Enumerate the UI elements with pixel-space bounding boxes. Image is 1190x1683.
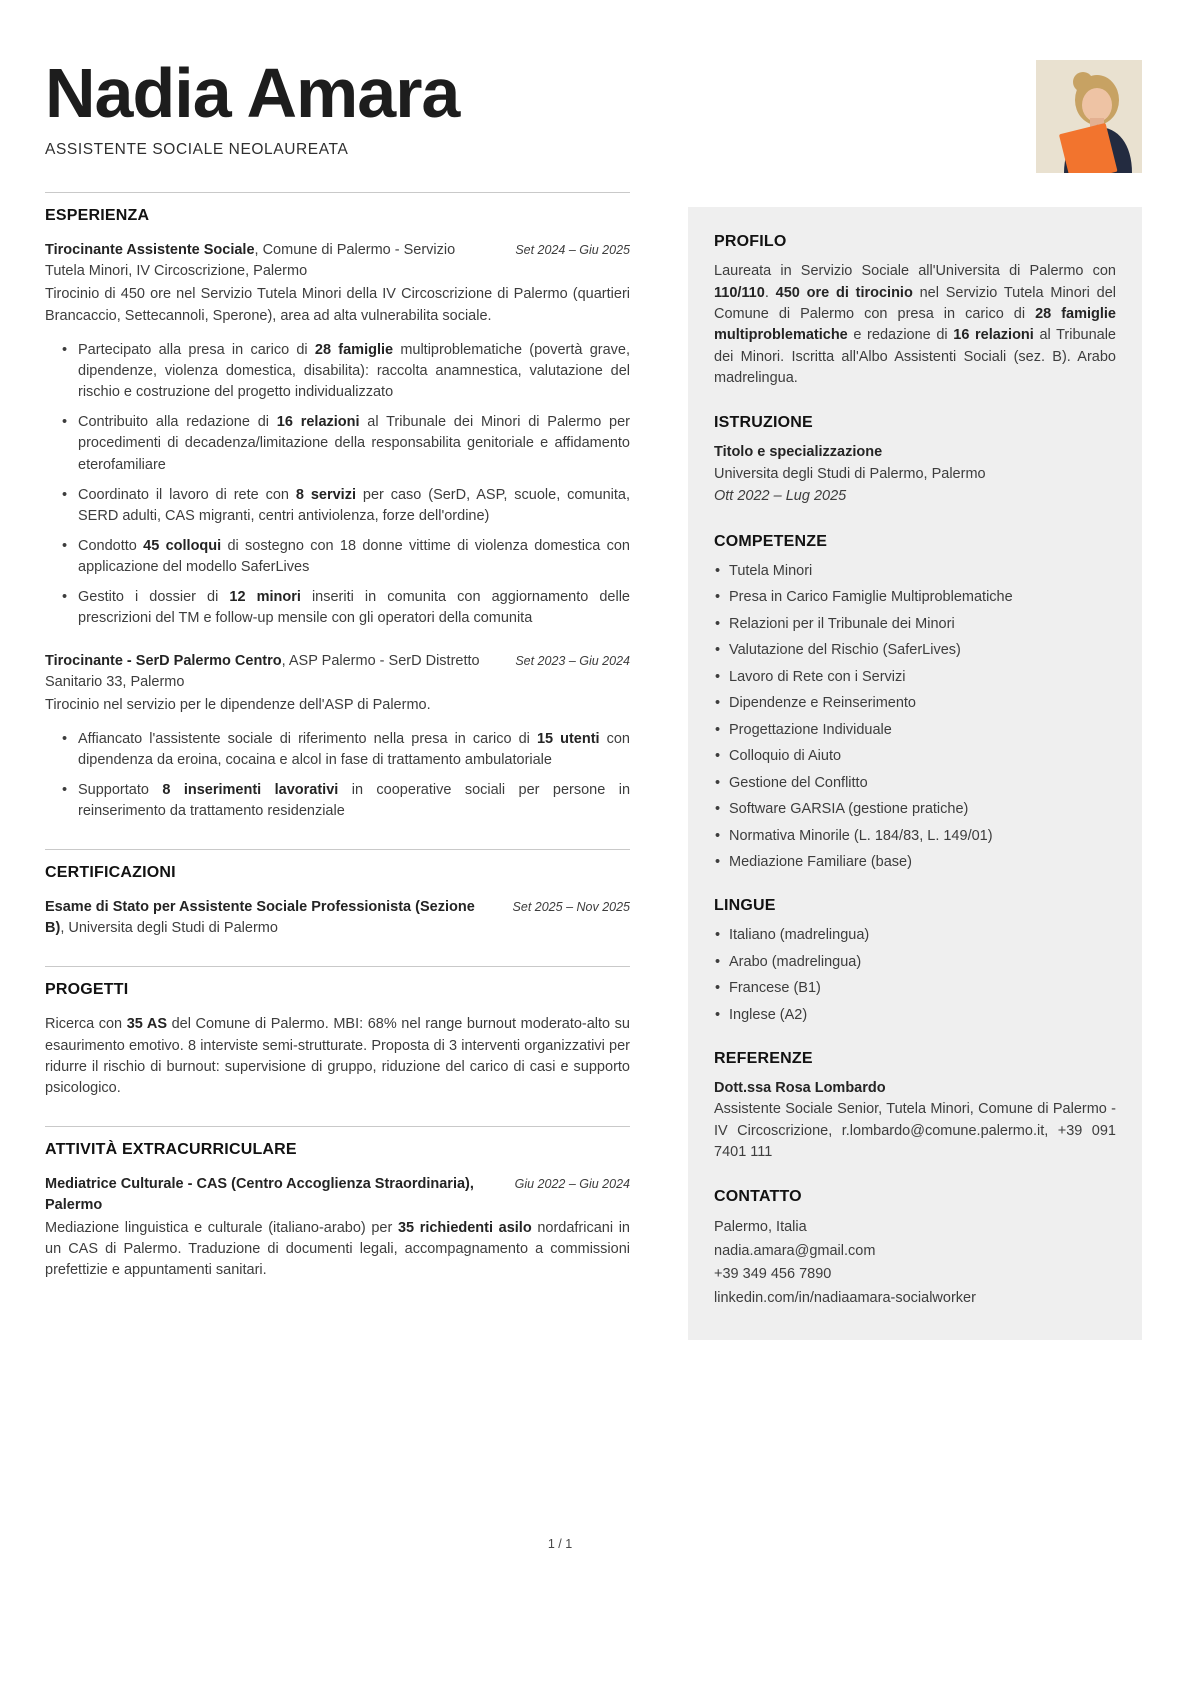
experience-bullet: • Partecipato alla presa in carico di 28 famiglie multiproblematiche (povertà grave, dipendenze, violenza domestica, disabilita): raccolta anamnestica, valutazione del rischio e costruzione del progetto individualizzato [62, 340, 630, 403]
content-columns [0, 192, 1190, 1340]
sidebar-section-competenze [714, 533, 1116, 873]
experience-bullet: • Coordinato il lavoro di rete con 8 servizi per caso (SerD, ASP, scuole, comunita, SERD adulti, CAS migranti, centri antiviolenza, forze dell'ordine) [62, 485, 630, 527]
certification-date: Set 2025 – Nov 2025 [512, 900, 630, 915]
experience-entry [45, 651, 630, 823]
person-job-title: ASSISTENTE SOCIALE NEOLAUREATA [45, 141, 349, 159]
skills-list [714, 561, 1116, 873]
entry-bullets [45, 729, 630, 823]
entry-summary: Tirocinio di 450 ore nel Servizio Tutela Minori della IV Circoscrizione di Palermo (quartieri Brancaccio, Settecannoli, Sperone), area ad alta vulnerabilita sociale. [45, 286, 630, 324]
extracurricular-entry-head [45, 1174, 630, 1216]
contact-line: nadia.amara@gmail.com [714, 1242, 876, 1259]
person-name: Nadia Amara [45, 54, 460, 132]
skill-item: • Dipendenze e Reinserimento [714, 693, 1116, 713]
contact-line: linkedin.com/in/nadiaamara-socialworker [714, 1289, 976, 1306]
skill-item: • Lavoro di Rete con i Servizi [714, 667, 1116, 687]
education-degree: Titolo e specializzazione [714, 444, 883, 461]
projects-description: Ricerca con 35 AS del Comune di Palermo. MBI: 68% nel range burnout moderato-alto su esaurimento emotivo. 8 interviste semi-strutturate. Proposta di 3 interventi organizzativi per ridurre il rischio di burnout: supervisione di gruppo, riduzione del carico di casi e supporto psicologico. [45, 1016, 631, 1096]
sidebar-section-contatto [714, 1188, 1116, 1310]
section-divider [45, 966, 630, 967]
experience-bullet: • Affiancato l'assistente sociale di riferimento nella presa in carico di 15 utenti con dipendenza da eroina, cocaina e alcol in fase di trattamento ambulatoriale [62, 729, 630, 771]
sidebar-heading-referenze: REFERENZE [714, 1049, 813, 1067]
skill-item: • Valutazione del Rischio (SaferLives) [714, 640, 1116, 660]
sidebar-section-lingue [714, 897, 1116, 1025]
languages-list [714, 925, 1116, 1025]
contact-line: +39 349 456 7890 [714, 1266, 832, 1283]
education-date: Ott 2022 – Lug 2025 [714, 487, 847, 504]
entry-head [45, 651, 630, 693]
section-heading-certificazioni: CERTIFICAZIONI [45, 864, 176, 882]
extracurricular-title: Mediatrice Culturale - CAS (Centro Accoglienza Straordinaria), Palermo [45, 1176, 474, 1214]
entry-title: Tirocinante Assistente Sociale, Comune di Palermo - Servizio Tutela Minori, IV Circoscrizione, Palermo [45, 242, 456, 280]
skill-item: • Colloquio di Aiuto [714, 746, 1116, 766]
skill-item: • Mediazione Familiare (base) [714, 852, 1116, 872]
language-item: • Italiano (madrelingua) [714, 925, 1116, 945]
entry-summary: Tirocinio nel servizio per le dipendenze dell'ASP di Palermo. [45, 696, 431, 713]
contact-line: Palermo, Italia [714, 1219, 807, 1236]
skill-item: • Progettazione Individuale [714, 720, 1116, 740]
contact-list [714, 1216, 1116, 1310]
profile-summary: Laureata in Servizio Sociale all'Universita di Palermo con 110/110. 450 ore di tirocinio nel Servizio Tutela Minori del Comune di Palermo con presa in carico di 28 famiglie multiproblematiche e redazione di 16 relazioni al Tribunale dei Minori. Iscritta all'Albo Assistenti Sociali (sez. B). Arabo madrelingua. [714, 263, 1116, 386]
experience-entries [45, 240, 630, 822]
skill-item: • Tutela Minori [714, 561, 1116, 581]
section-heading-progetti: PROGETTI [45, 981, 129, 999]
skill-item: • Presa in Carico Famiglie Multiproblematiche [714, 587, 1116, 607]
main-column [45, 192, 630, 1308]
sidebar-heading-profilo: PROFILO [714, 233, 787, 251]
experience-bullet: • Gestito i dossier di 12 minori inseriti in comunita con aggiornamento delle prescrizioni del TM e follow-up mensile con gli operatori della comunita [62, 587, 630, 629]
section-divider [45, 192, 630, 193]
sidebar-section-istruzione [714, 414, 1116, 507]
experience-bullet: • Condotto 45 colloqui di sostegno con 18 donne vittime di violenza domestica con applicazione del modello SaferLives [62, 536, 630, 578]
sidebar-section-profilo [714, 233, 1116, 389]
section-certificazioni [45, 849, 630, 939]
certification-entry [45, 897, 630, 939]
entry-head [45, 240, 630, 282]
extracurricular-description: Mediazione linguistica e culturale (italiano-arabo) per 35 richiedenti asilo nordafricani in un CAS di Palermo. Traduzione di documenti legali, accompagnamento a commissioni prefettizie e appuntamenti sanitari. [45, 1220, 630, 1279]
education-school: Universita degli Studi di Palermo, Palermo [714, 466, 986, 483]
entry-bullets [45, 340, 630, 630]
sidebar-section-referenze [714, 1050, 1116, 1164]
profile-photo [1036, 60, 1142, 173]
entry-date: Set 2023 – Giu 2024 [515, 653, 630, 668]
language-item: • Inglese (A2) [714, 1005, 1116, 1025]
experience-bullet: • Supportato 8 inserimenti lavorativi in cooperative sociali per persone in reinserimento da trattamento residenziale [62, 780, 630, 822]
page-number: 1 / 1 [547, 1537, 573, 1551]
sidebar-heading-contatto: CONTATTO [714, 1188, 802, 1206]
extracurricular-date: Giu 2022 – Giu 2024 [514, 1177, 630, 1192]
section-divider [45, 849, 630, 850]
skill-item: • Relazioni per il Tribunale dei Minori [714, 614, 1116, 634]
header [0, 0, 1190, 159]
entry-date: Set 2024 – Giu 2025 [515, 243, 630, 258]
section-heading-esperienza: ESPERIENZA [45, 207, 150, 225]
profile-photo-image [1036, 60, 1142, 173]
sidebar-heading-istruzione: ISTRUZIONE [714, 414, 813, 432]
sidebar-heading-competenze: COMPETENZE [714, 532, 828, 550]
experience-bullet: • Contribuito alla redazione di 16 relazioni al Tribunale dei Minori di Palermo per procedimenti di decadenza/limitazione della responsabilita genitoriale e affidamento eterofamiliare [62, 412, 630, 475]
section-heading-attivita: ATTIVITÀ EXTRACURRICULARE [45, 1141, 297, 1159]
experience-entry [45, 240, 630, 629]
sidebar-heading-lingue: LINGUE [714, 897, 776, 915]
section-divider [45, 1126, 630, 1127]
reference-name: Dott.ssa Rosa Lombardo [714, 1079, 886, 1096]
language-item: • Francese (B1) [714, 978, 1116, 998]
section-attivita-extracurriculare [45, 1126, 630, 1282]
section-esperienza [45, 192, 630, 822]
skill-item: • Software GARSIA (gestione pratiche) [714, 799, 1116, 819]
language-item: • Arabo (madrelingua) [714, 952, 1116, 972]
skill-item: • Gestione del Conflitto [714, 773, 1116, 793]
sidebar [688, 207, 1142, 1340]
entry-title: Tirocinante - SerD Palermo Centro, ASP Palermo - SerD Distretto Sanitario 33, Palermo [45, 652, 480, 690]
skill-item: • Normativa Minorile (L. 184/83, L. 149/01) [714, 826, 1116, 846]
section-progetti [45, 966, 630, 1099]
reference-details: Assistente Sociale Senior, Tutela Minori, Comune di Palermo - IV Circoscrizione, r.lombardo@comune.palermo.it, +39 091 7401 111 [714, 1101, 1116, 1160]
certification-title: Esame di Stato per Assistente Sociale Professionista (Sezione B), Universita degli Studi di Palermo [45, 899, 475, 937]
photo-face [1082, 88, 1112, 122]
